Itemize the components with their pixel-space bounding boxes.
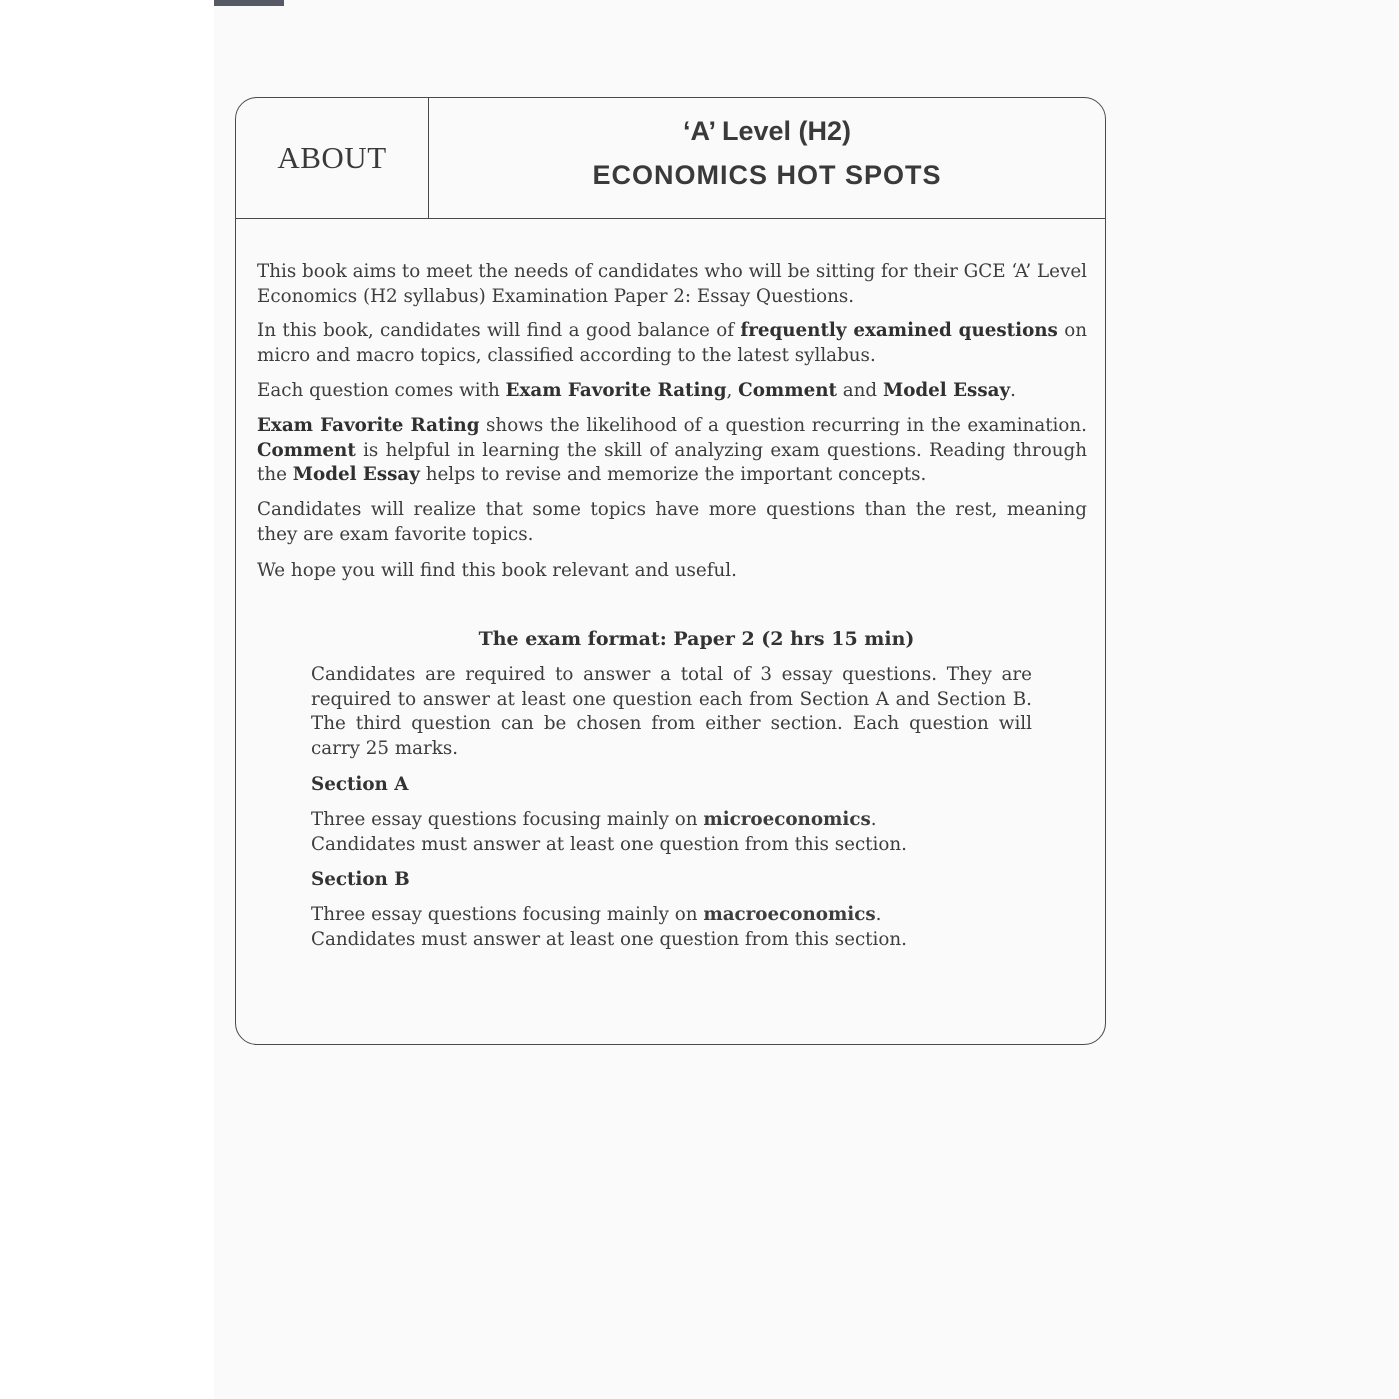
section-b-heading: Section B xyxy=(311,869,410,890)
intro-paragraph-1 xyxy=(257,260,1087,309)
scan-margin xyxy=(0,0,214,1399)
bold-run: frequently examined questions xyxy=(740,320,1058,341)
intro-paragraph-6 xyxy=(257,559,1087,584)
section-b-line-1 xyxy=(311,903,1032,928)
section-a-line-2: Candidates must answer at least one question from this section. xyxy=(311,833,907,855)
title-cell xyxy=(429,98,1105,218)
bold-run: Exam Favorite Rating xyxy=(505,380,727,401)
text-run: Three essay questions focusing mainly on xyxy=(311,809,704,830)
bold-run: macroeconomics xyxy=(703,904,876,925)
intro-text-4 xyxy=(257,414,1087,488)
section-a-line-1 xyxy=(311,808,1032,833)
bold-run: Exam Favorite Rating xyxy=(257,415,480,436)
text-run: on micro and macro topics, classified according to the latest syllabus. xyxy=(257,320,1088,366)
bold-run: Comment xyxy=(257,439,356,461)
text-run: shows the likelihood of a question recurring in the examination. xyxy=(479,415,1087,436)
text-run: . xyxy=(1010,380,1016,401)
box-header xyxy=(236,98,1105,219)
intro-paragraph-2 xyxy=(257,319,1087,368)
intro-text-2 xyxy=(257,319,1087,368)
text-run: Each question comes with xyxy=(257,380,506,401)
intro-paragraph-4 xyxy=(257,414,1087,488)
bold-run: Model Essay xyxy=(882,380,1011,401)
intro-paragraph-3 xyxy=(257,379,1087,404)
about-label: ABOUT xyxy=(277,140,387,175)
intro-text-6: We hope you will find this book relevant and useful. xyxy=(257,560,737,581)
text-run: is helpful in learning the skill of analyzing exam questions. Reading through the xyxy=(257,439,1087,485)
text-run: . xyxy=(875,904,882,925)
exam-format-text: Candidates are required to answer a total of 3 essay questions. They are required to answer at least one question each from Section A and Section B. The third question can be chosen from either section. Each question will carry 25 marks. xyxy=(311,664,1032,759)
text-run: , xyxy=(726,380,739,401)
intro-paragraph-5 xyxy=(257,498,1087,547)
exam-format-description xyxy=(311,663,1032,761)
text-run: . xyxy=(870,809,877,830)
intro-text-1: This book aims to meet the needs of candidates who will be sitting for their GCE ‘A’ Level Economics (H2 syllabus) Examination Paper 2: Essay Questions. xyxy=(257,261,1087,307)
about-box xyxy=(235,97,1106,1045)
section-a-text xyxy=(311,808,1032,857)
bold-run: Comment xyxy=(738,380,837,401)
text-run: and xyxy=(836,380,883,401)
text-run: helps to revise and memorize the important concepts. xyxy=(419,464,927,485)
section-b-line-2: Candidates must answer at least one question from this section. xyxy=(311,928,907,950)
book-title-name: ECONOMICS HOT SPOTS xyxy=(592,160,942,190)
text-run: In this book, candidates will find a good balance of xyxy=(257,320,741,341)
book-title-level: ‘A’ Level (H2) xyxy=(682,116,852,146)
about-label-cell xyxy=(236,98,429,218)
exam-format-heading: The exam format: Paper 2 (2 hrs 15 min) xyxy=(478,628,915,650)
intro-text-3 xyxy=(257,379,1087,404)
section-b-text xyxy=(311,903,1032,952)
bold-run: Model Essay xyxy=(292,464,420,485)
text-run: Three essay questions focusing mainly on xyxy=(311,904,704,925)
bold-run: microeconomics xyxy=(703,809,871,830)
intro-text-5: Candidates will realize that some topics have more questions than the rest, meaning they are exam favorite topics. xyxy=(257,499,1087,545)
section-a-heading: Section A xyxy=(311,774,409,795)
